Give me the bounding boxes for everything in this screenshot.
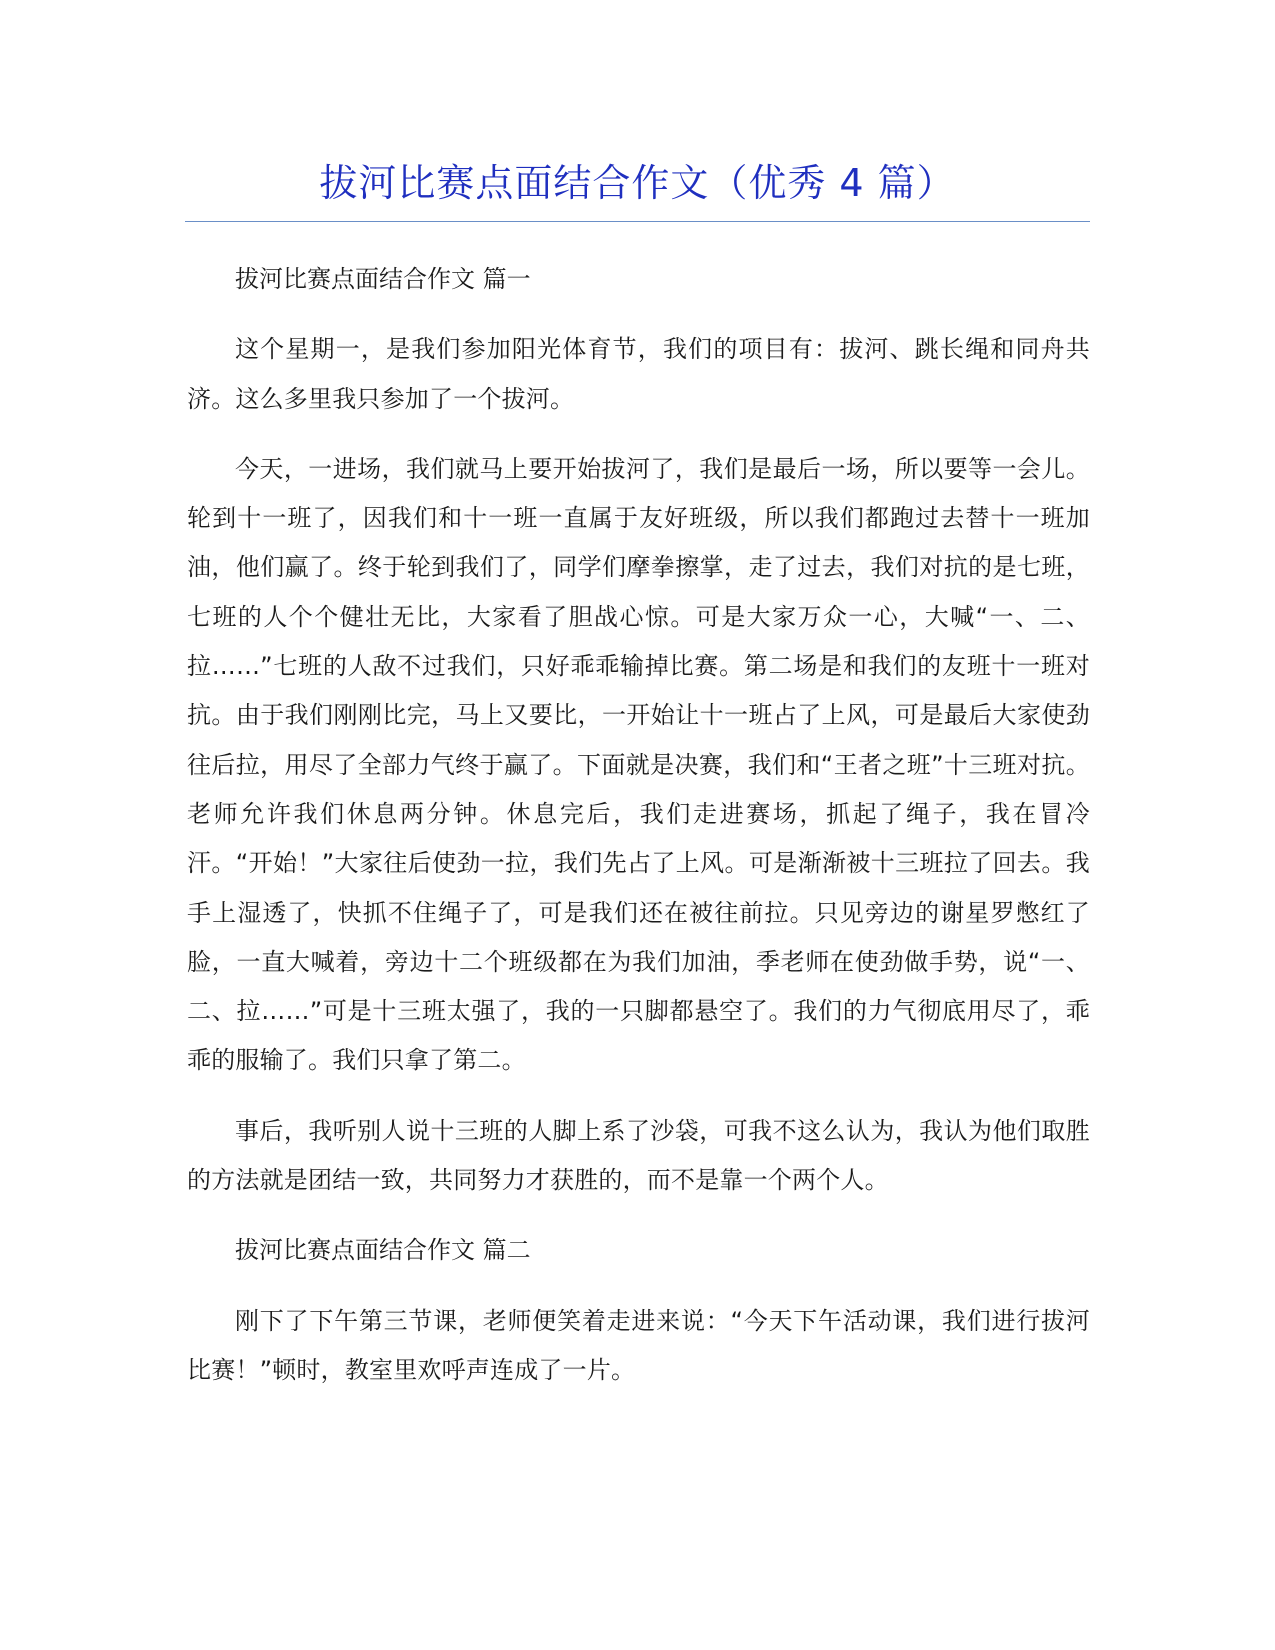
- paragraph: 今天，一进场，我们就马上要开始拔河了，我们是最后一场，所以要等一会儿。轮到十一班了，因我们和十一班一直属于友好班级，所以我们都跑过去替十一班加油，他们赢了。终于轮到我们了，同学们摩拳擦掌，走了过去，我们对抗的是七班，七班的人个个健壮无比，大家看了胆战心惊。可是大家万众一心，大喊“一、二、拉……”七班的人敌不过我们，只好乖乖输掉比赛。第二场是和我们的友班十一班对抗。由于我们刚刚比完，马上又要比，一开始让十一班占了上风，可是最后大家使劲往后拉，用尽了全部力气终于赢了。下面就是决赛，我们和“王者之班”十三班对抗。老师允许我们休息两分钟。休息完后，我们走进赛场，抓起了绳子，我在冒冷汗。“开始！”大家往后使劲一拉，我们先占了上风。可是渐渐被十三班拉了回去。我手上湿透了，快抓不住绳子了，可是我们还在被往前拉。只见旁边的谢星罗憋红了脸，一直大喊着，旁边十二个班级都在为我们加油，季老师在使劲做手势，说“一、二、拉……”可是十三班太强了，我的一只脚都悬空了。我们的力气彻底用尽了，乖乖的服输了。我们只拿了第二。: [187, 454, 1090, 1075]
- paragraph: 这个星期一，是我们参加阳光体育节，我们的项目有：拔河、跳长绳和同舟共济。这么多里我只参加了一个拔河。: [187, 335, 1090, 413]
- paragraph: 刚下了下午第三节课，老师便笑着走进来说：“今天下午活动课，我们进行拔河比赛！”顿时，教室里欢呼声连成了一片。: [187, 1306, 1090, 1384]
- paragraph: 事后，我听别人说十三班的人脚上系了沙袋，可我不这么认为，我认为他们取胜的方法就是团结一致，共同努力才获胜的，而不是靠一个两个人。: [187, 1116, 1090, 1195]
- section-heading: 拔河比赛点面结合作文 篇一: [235, 265, 531, 293]
- title-divider: [185, 221, 1090, 222]
- document-body: [187, 255, 1090, 1395]
- section-heading: 拔河比赛点面结合作文 篇二: [235, 1236, 531, 1265]
- document-title: 拔河比赛点面结合作文（优秀 4 篇）: [319, 161, 956, 205]
